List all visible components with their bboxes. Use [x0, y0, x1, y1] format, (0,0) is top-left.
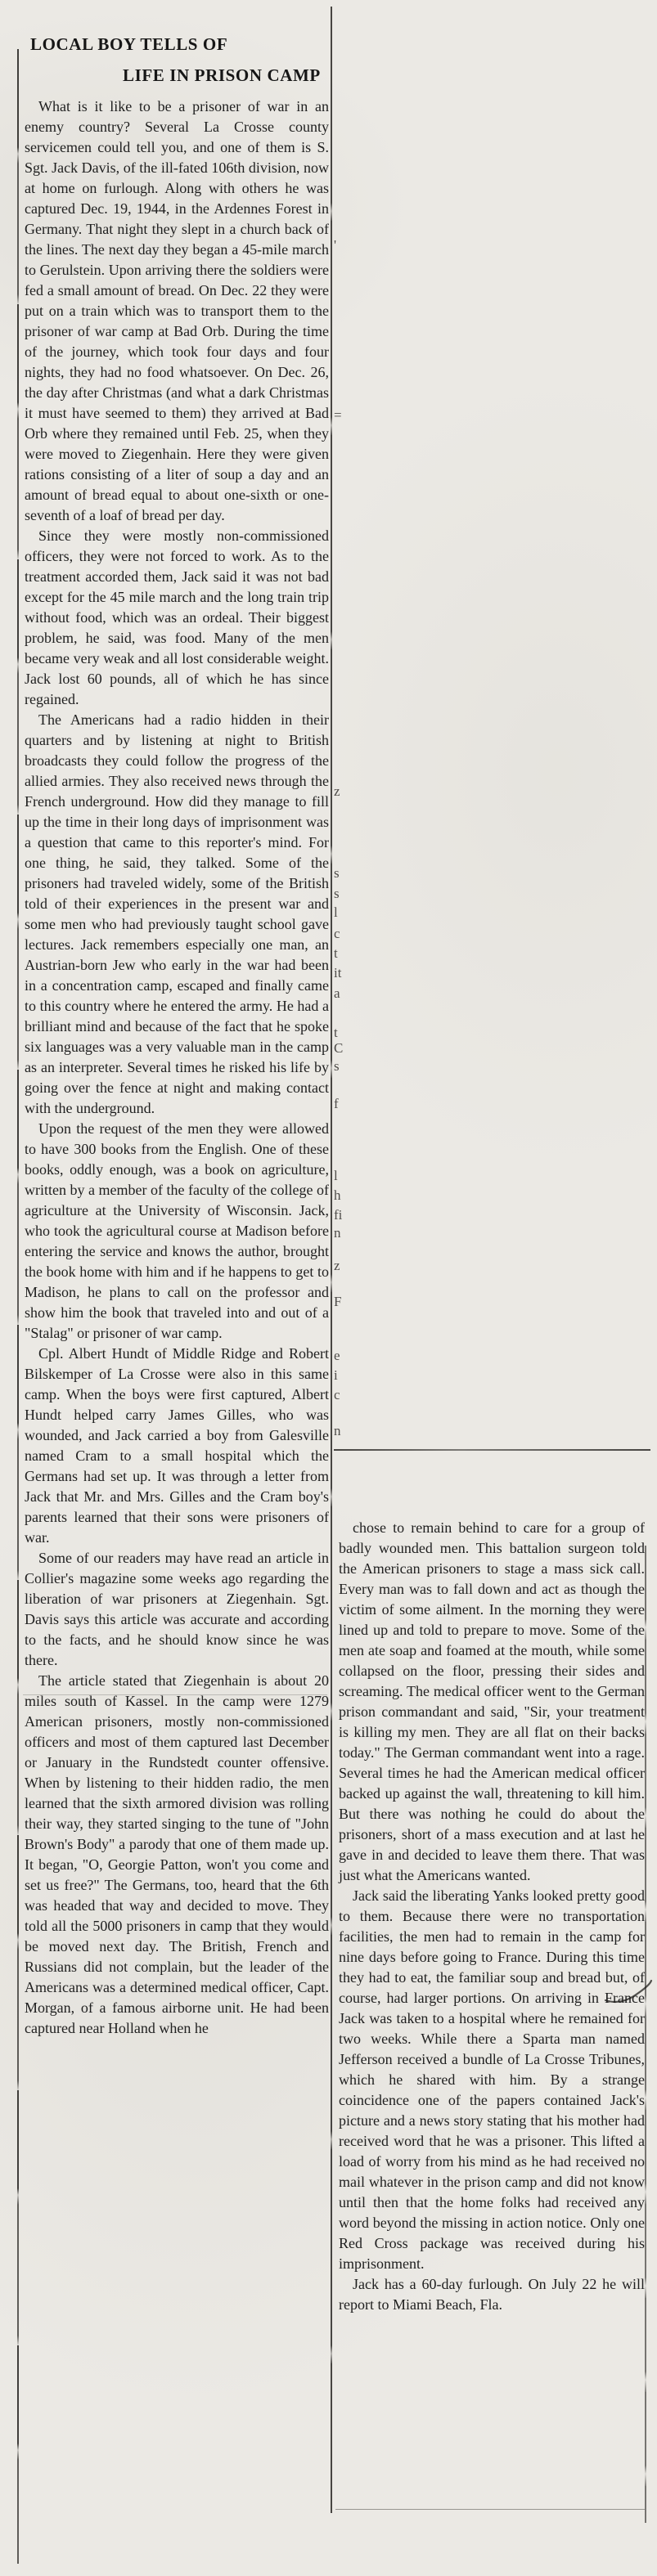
margin-fragment: s: [334, 1058, 340, 1074]
article-paragraph: The article stated that Ziegenhain is about 20 miles south of Kassel. In the camp were 1279 American prisoners, mostly non-commissioned officers and most of them captured last December or January in the Rundstedt counter offensive. When by listening to their hidden radio, the men learned that the sixth armored division was rolling their way, they started singing to the tune of "John Brown's Body" a parody that one of them made up. It began, "O, Georgie Patton, won't you come and set us free?" The Germans, too, heard that the 6th was headed that way and decided to move. They told all the 5000 prisoners in camp that they would be moved next day. The British, French and Russians did not complain, but the leader of the Americans was a determined medical officer, Capt. Morgan, of a famous airborne unit. He had been captured near Holland when he: [25, 1672, 329, 2036]
right-column-rule: [645, 1546, 646, 2523]
article-paragraph: Since they were mostly non-commissioned officers, they were not forced to work. As to the treatment accorded them, Jack said it was not bad except for the 45 mile march and the long train trip without food, which was an ordeal. Their biggest problem, he said, was food. Many of the men became very weak and all lost considerable weight. Jack lost 60 pounds, all of which he has since regained.: [25, 527, 329, 707]
article-paragraph: Jack said the liberating Yanks looked pretty good to them. Because there were no transportation facilities, the men had to remain in the camp for nine days before going to France. During this time they had to eat, the familiar soup and bread but, of course, had larger portions. On arriving in France Jack was taken to a hospital where he remained for two weeks. While there a Sparta man named Jefferson received a bundle of La Crosse Tribunes, which he shared with him. By a strange coincidence one of the papers contained Jack's picture and a news story stating that his mother had received word that he was a prisoner. This lifted a load of worry from his mind as he had received no mail whatever in the prison camp and did not know until then that the home folks had received any word beyond the missing in action notice. Only one Red Cross package was received during his imprisonment.: [339, 1887, 645, 2272]
margin-fragment: n: [334, 1225, 341, 1241]
article-column-right: [339, 1518, 645, 2315]
margin-fragment: a: [334, 985, 340, 1001]
margin-fragment: c: [334, 926, 340, 941]
margin-fragment: t: [334, 945, 338, 961]
margin-fragment: l: [334, 1168, 338, 1183]
margin-fragment: t: [334, 1025, 338, 1040]
margin-fragment: s: [334, 865, 340, 881]
margin-fragment: z: [334, 783, 340, 799]
margin-fragment: fi: [334, 1207, 343, 1223]
margin-fragment: i: [334, 1367, 338, 1383]
article-column-left: [25, 96, 329, 2039]
column-divider-rule: [331, 7, 332, 2513]
margin-fragment: it: [334, 965, 342, 981]
article-paragraph: Cpl. Albert Hundt of Middle Ridge and Robert Bilskemper of La Crosse were also in this same camp. When the boys were first captured, Albert Hundt helped carry James Gilles, who was wounded, and Jack carried a boy from Galesville named Cram to a small hospital which the Germans had set up. It was through a letter from Jack that Mr. and Mrs. Gilles and the Cram boy's parents learned that their sons were prisoners of war.: [25, 1345, 329, 1546]
margin-fragment: h: [334, 1187, 341, 1203]
margin-fragment: s: [334, 886, 340, 901]
article-paragraph: What is it like to be a prisoner of war in an enemy country? Several La Crosse county servicemen could tell you, and one of them is S. Sgt. Jack Davis, of the ill-fated 106th division, now at home on furlough. Along with others he was captured Dec. 19, 1944, in the Ardennes Forest in Germany. That night they slept in a church back of the lines. The next day they began a 45-mile march to Gerulstein. Upon arriving there the soldiers were fed a small amount of bread. On Dec. 22 they were put on a train which was to transport them to the prisoner of war camp at Bad Orb. During the time of the journey, which took four days and four nights, they had no food whatsoever. On Dec. 26, the day after Christmas (and what a dark Christmas it must have seemed to them) they arrived at Bad Orb where they remained until Feb. 25, when they were moved to Ziegenhain. Here they were given rations consisting of a liter of soup a day and an amount of bread equal to about one-sixth or one-seventh of a loaf of bread per day.: [25, 98, 329, 523]
pen-squiggle-mark: [604, 1976, 653, 2008]
margin-fragment: C: [334, 1040, 344, 1056]
article-paragraph: Some of our readers may have read an article in Collier's magazine some weeks ago regarding the liberation of war prisoners at Ziegenhain. Sgt. Davis says this article was accurate and according to the facts, and he should know since he was there.: [25, 1550, 329, 1668]
margin-fragment: c: [334, 1387, 340, 1402]
margin-fragment: f: [334, 1096, 339, 1111]
margin-fragment: F: [334, 1294, 342, 1309]
right-column-bottom-rule: [335, 2509, 645, 2510]
article-paragraph: Upon the request of the men they were allowed to have 300 books from the English. One of these books, oddly enough, was a book on agriculture, written by a member of the faculty of the college of agriculture at the University of Wisconsin. Jack, who took the agricultural course at Madison before entering the service and knows the author, brought the book home with him and if he happens to get to Madison, he plans to call on the professor and show him the book that traveled into and out of a "Stalag" or prisoner of war camp.: [25, 1120, 329, 1341]
margin-fragment: ': [334, 237, 337, 253]
article-paragraph: Jack has a 60-day furlough. On July 22 he will report to Miami Beach, Fla.: [339, 2276, 645, 2313]
article-paragraph: chose to remain behind to care for a group of badly wounded men. This battalion surgeon told the American prisoners to stage a mass sick call. Every man was to fall down and act as though the victim of some ailment. In the morning they were lined up and told to prepare to move. Some of the men ate soap and foamed at the mouth, while some collapsed on the floor, pressing their sides and screaming. The medical officer went to the German prison commandant and said, "Sir, your treatment is killing my men. They are all flat on their backs today." The German commandant went into a rage. Several times he had the American medical officer backed up against the wall, threatening to kill him. But there was nothing he could do about the prisoners, short of a mass execution and at last he gave in and decided to leave them there. That was just what the Americans wanted.: [339, 1519, 645, 1883]
headline-line-1: LOCAL BOY TELLS OF: [30, 34, 228, 54]
margin-fragment: n: [334, 1423, 341, 1438]
margin-fragment: =: [334, 407, 342, 423]
headline-line-2: LIFE IN PRISON CAMP: [123, 65, 321, 85]
margin-fragment: l: [334, 904, 338, 920]
right-column-top-rule: [334, 1449, 650, 1451]
left-column-rule: [17, 49, 19, 2564]
article-paragraph: The Americans had a radio hidden in their quarters and by listening at night to British broadcasts they could follow the progress of the allied armies. They also received news through the French underground. How did they manage to fill up the time in their long days of imprisonment was a question that came to this reporter's mind. For one thing, he said, they talked. Some of the prisoners had traveled widely, some of the British told of their experiences in the present war and some men who had previously taught school gave lectures. Jack remembers especially one man, an Austrian-born Jew who early in the war had been in a concentration camp, escaped and finally came to this country where he entered the army. He had a brilliant mind and because of the fact that he spoke six languages was a very valuable man in the camp as an interpreter. Several times he risked his life by going over the fence at night and making contact with the underground.: [25, 711, 329, 1116]
margin-fragment: e: [334, 1348, 340, 1363]
margin-fragment: z: [334, 1258, 340, 1273]
